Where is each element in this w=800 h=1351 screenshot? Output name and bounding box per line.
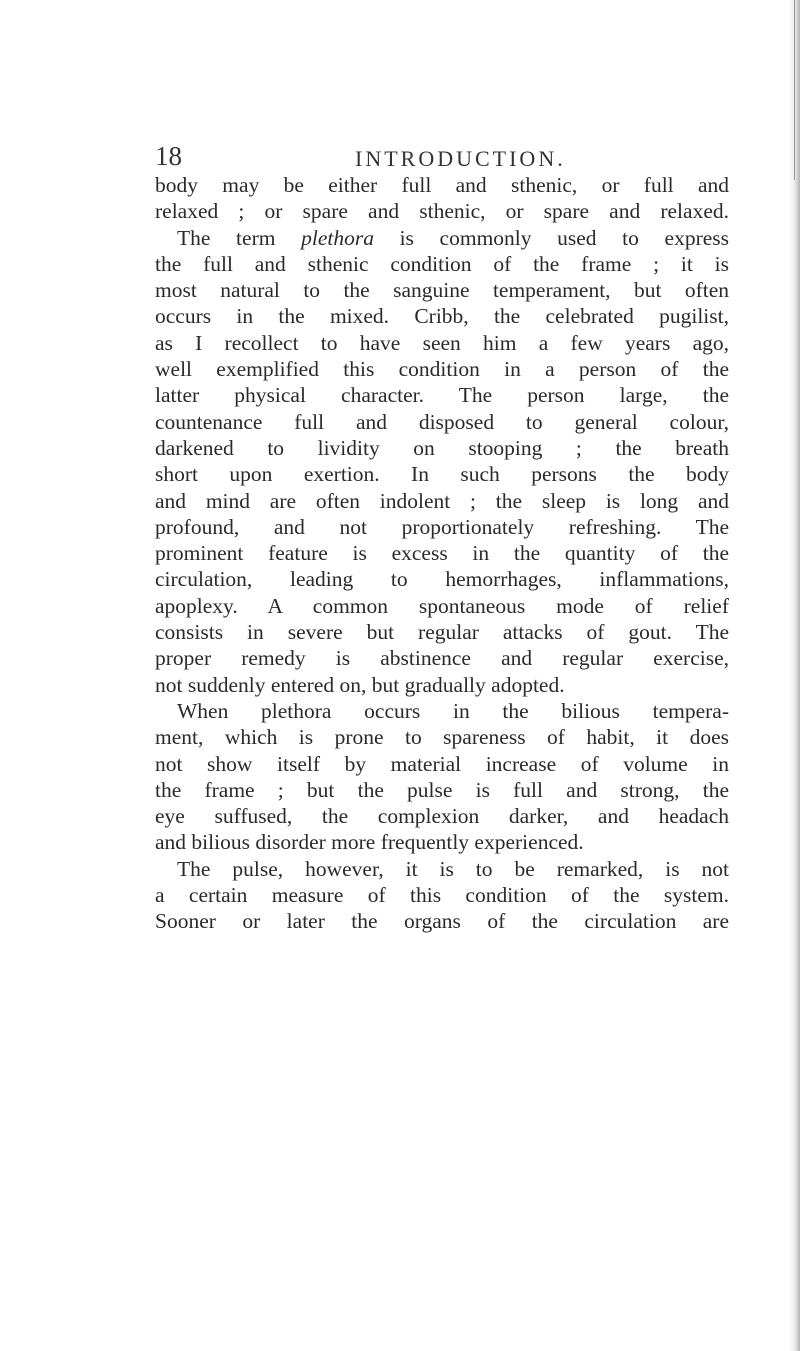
text-line: consists in severe but regular attacks of gout. The (155, 620, 729, 645)
text-line: well exemplified this condition in a person of the (155, 357, 729, 382)
text-line: not suddenly entered on, but gradually adopted. (155, 672, 565, 697)
text-line: profound, and not proportionately refreshing. The (155, 514, 729, 539)
text-line: latter physical character. The person large, the (155, 383, 729, 408)
header-title: INTRODUCTION. (355, 146, 566, 171)
body-text (155, 172, 729, 935)
text-line: apoplexy. A common spontaneous mode of relief (155, 593, 729, 618)
text-line-with-italic: The term plethora is commonly used to express (177, 225, 730, 250)
text-line: body may be either full and sthenic, or full and (155, 173, 729, 197)
page-edge-shadow (788, 0, 800, 1351)
text-line: and bilious disorder more frequently experienced. (155, 830, 584, 855)
text-line: the full and sthenic condition of the frame ; it is (155, 251, 729, 276)
text-line: ment, which is prone to spareness of habit, it does (155, 725, 729, 750)
text-line: most natural to the sanguine temperament, but often (155, 278, 729, 303)
text-line: not show itself by material increase of volume in (155, 751, 729, 776)
text-line: prominent feature is excess in the quantity of the (155, 541, 729, 566)
text-line: When plethora occurs in the bilious tempera- (177, 698, 729, 723)
text-line: relaxed ; or spare and sthenic, or spare and relaxed. (155, 199, 729, 224)
running-head (155, 141, 755, 171)
page-edge-line (794, 0, 795, 180)
text-line: and mind are often indolent ; the sleep is long and (155, 488, 729, 513)
text-line: a certain measure of this condition of the system. (155, 883, 729, 908)
text-line: eye suffused, the complexion darker, and headach (155, 804, 729, 829)
text-line: Sooner or later the organs of the circulation are (155, 909, 729, 934)
text-line: short upon exertion. In such persons the body (155, 462, 729, 487)
text-line: occurs in the mixed. Cribb, the celebrated pugilist, (155, 304, 729, 329)
text-line: circulation, leading to hemorrhages, inflammations, (155, 567, 729, 592)
text-line: proper remedy is abstinence and regular exercise, (155, 646, 729, 671)
italic-term: plethora (301, 225, 374, 250)
text-line: countenance full and disposed to general colour, (155, 409, 729, 434)
text-line: the frame ; but the pulse is full and strong, the (155, 777, 729, 802)
text-line: darkened to lividity on stooping ; the breath (155, 435, 729, 460)
text-line: The pulse, however, it is to be remarked, is not (177, 856, 729, 881)
text-line: as I recollect to have seen him a few years ago, (155, 330, 729, 355)
page-number: 18 (155, 141, 182, 171)
